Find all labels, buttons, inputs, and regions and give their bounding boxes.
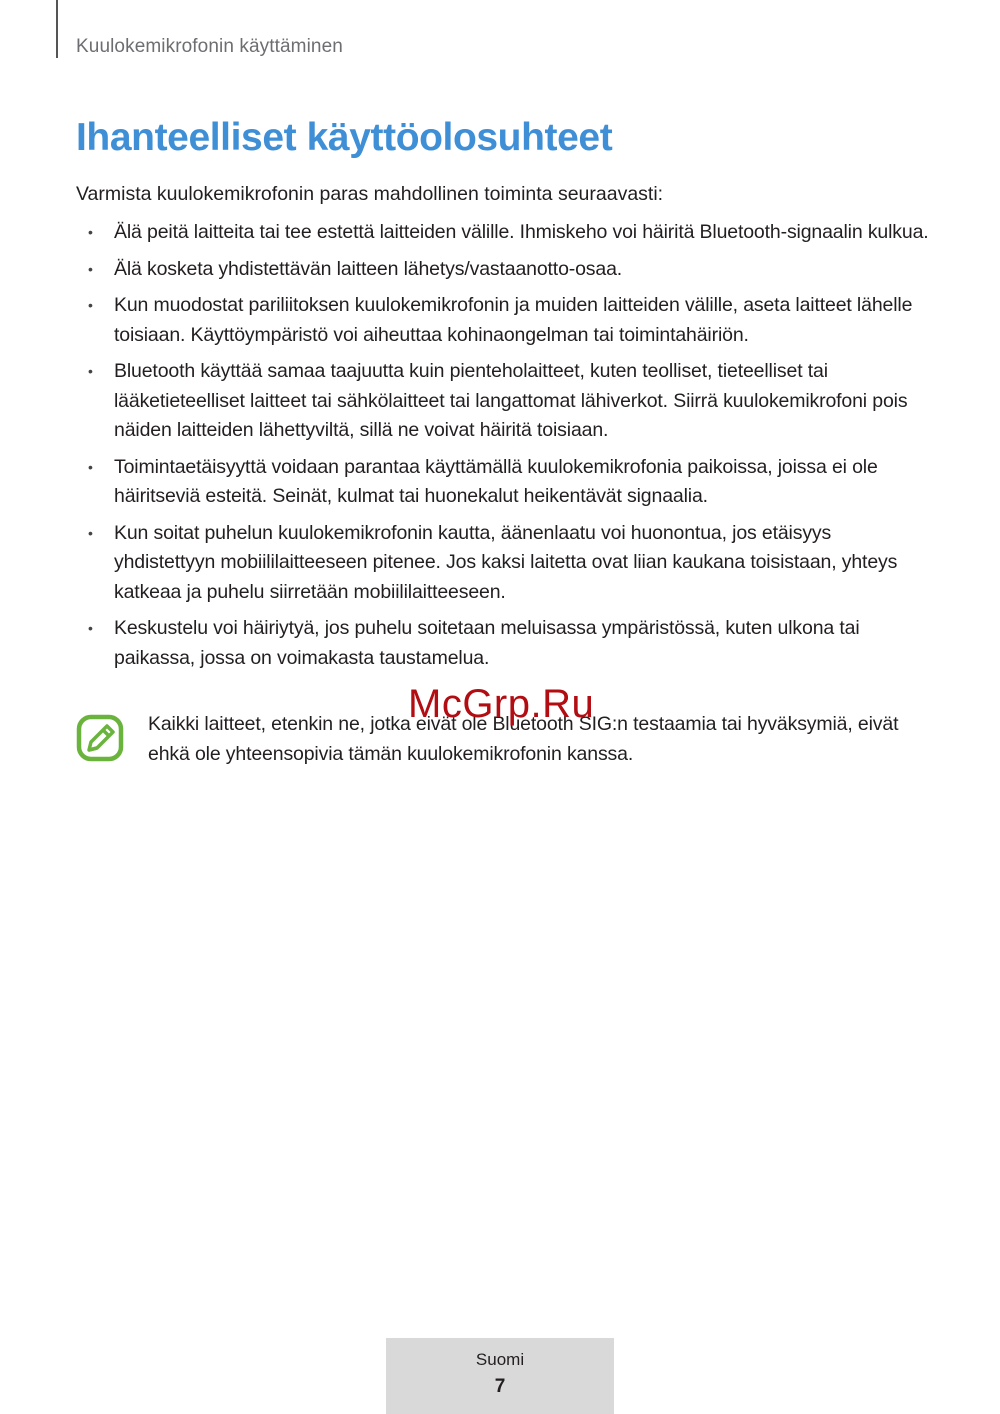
bullet-icon: •	[88, 458, 93, 475]
page-footer	[386, 1338, 614, 1414]
note-text: Kaikki laitteet, etenkin ne, jotka eivät ole Bluetooth SIG:n testaamia tai hyväksymiä, eivät ehkä ole yhteensopivia tämän kuulokemikrofonin kanssa.	[148, 713, 899, 765]
bullet-icon: •	[88, 297, 93, 313]
note-pencil-icon	[76, 714, 124, 762]
page-number: 7	[494, 1376, 506, 1397]
list-item	[76, 453, 936, 512]
bullet-icon: •	[88, 260, 93, 277]
footer-language: Suomi	[475, 1350, 525, 1369]
list-item	[76, 291, 936, 350]
list-item	[76, 357, 936, 446]
bullet-icon: •	[88, 363, 93, 379]
watermark: McGrp.Ru	[408, 682, 595, 726]
intro-paragraph: Varmista kuulokemikrofonin paras mahdollinen toiminta seuraavasti:	[76, 183, 664, 205]
running-header: Kuulokemikrofonin käyttäminen	[76, 36, 343, 57]
list-item	[76, 255, 936, 285]
bullet-icon: •	[88, 524, 93, 541]
list-item-text: Kun muodostat pariliitoksen kuulokemikrofonin ja muiden laitteiden välille, aseta laitteet lähelle toisiaan. Käyttöympäristö voi aiheuttaa kohinaongelman tai toimintahäiriön.	[114, 294, 913, 346]
list-item	[76, 614, 936, 673]
list-item	[76, 218, 936, 248]
bullet-icon: •	[88, 620, 93, 636]
bullet-list	[76, 218, 936, 680]
list-item-text: Toimintaetäisyyttä voidaan parantaa käyttämällä kuulokemikrofonia paikoissa, joissa ei ole häiritseviä esteitä. Seinät, kulmat tai huonekalut heikentävät signaalia.	[114, 455, 878, 507]
list-item-text: Älä kosketa yhdistettävän laitteen lähetys/vastaanotto-osaa.	[114, 257, 623, 280]
list-item-text: Älä peitä laitteita tai tee estettä laitteiden välille. Ihmiskeho voi häiritä Bluetooth-signaalin kulkua.	[114, 221, 929, 243]
header-divider	[56, 0, 58, 58]
list-item	[76, 519, 936, 608]
page-title: Ihanteelliset käyttöolosuhteet	[76, 116, 613, 159]
list-item-text: Keskustelu voi häiriytyä, jos puhelu soitetaan meluisassa ympäristössä, kuten ulkona tai paikassa, jossa on voimakasta taustamelua.	[114, 617, 860, 669]
list-item-text: Kun soitat puhelun kuulokemikrofonin kautta, äänenlaatu voi huonontua, jos etäisyys yhdistettyyn mobiililaitteeseen pitenee. Jos kaksi laitetta ovat liian kaukana toisistaan, yhteys katkeaa ja puhelu siirretään mobiililaitteeseen.	[114, 521, 898, 603]
list-item-text: Bluetooth käyttää samaa taajuutta kuin pienteholaitteet, kuten teolliset, tieteelliset tai lääketieteelliset laitteet tai sähkölaitteet tai langattomat lähiverkot. Siirrä kuulokemikrofoni pois näiden laitteiden lähettyviltä, sillä ne voivat häiritä toisiaan.	[114, 360, 908, 441]
bullet-icon: •	[88, 224, 93, 240]
